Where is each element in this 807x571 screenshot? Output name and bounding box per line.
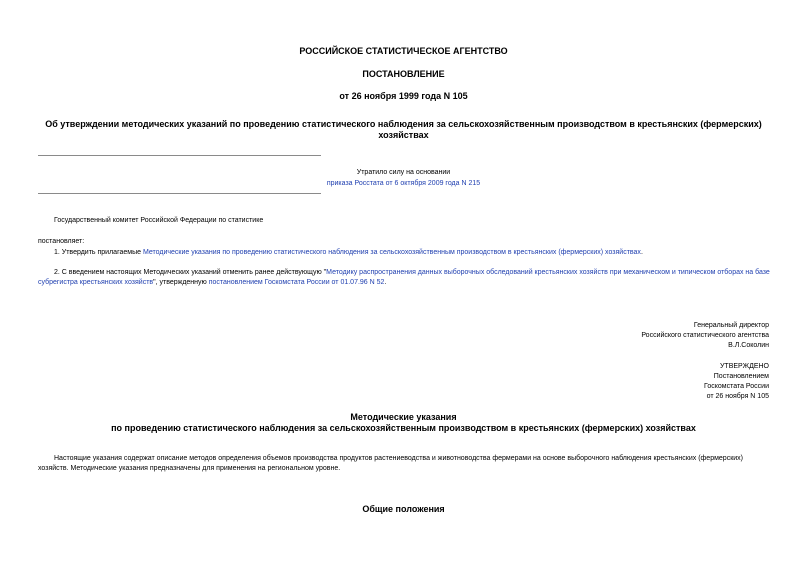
approved-date: от 26 ноября N 105 — [706, 393, 769, 400]
item-1-prefix: 1. Утвердить прилагаемые — [54, 249, 143, 256]
signature-name: В.Л.Соколин — [728, 342, 769, 349]
approved-label: УТВЕРЖДЕНО — [719, 363, 769, 370]
status-link[interactable]: приказа Росстата от 6 октября 2009 года N 215 — [326, 180, 481, 187]
guidelines-title: Методические указания — [350, 412, 457, 422]
item-2-mid: ", утвержденную — [153, 279, 209, 286]
approved-by: Постановлением — [713, 373, 769, 380]
divider-top — [38, 155, 321, 156]
document-type: ПОСТАНОВЛЕНИЕ — [362, 69, 445, 79]
resolves-text: постановляет: — [38, 238, 85, 245]
issuer-text: Государственный комитет Российской Федерации по статистике — [54, 217, 264, 224]
guidelines-intro: Настоящие указания содержат описание методов определения объемов производства продуктов растениеводства и животноводства фермерами на основе выборочного наблюдения крестьянских (фермерских) хозяйств. Методические указания предназначены для применения на региональном уровне. — [38, 455, 743, 472]
item-2-link-methodology[interactable]: Методику распространения данных выборочных обследований крестьянских хозяйств при механическом и типическом отборах на базе субрегистра крестьянских хозяйств — [38, 269, 770, 286]
item-2-suffix: . — [384, 279, 387, 286]
item-1 — [54, 248, 774, 258]
signature-organization: Российского статистического агентства — [641, 332, 769, 339]
item-2 — [38, 268, 772, 288]
document-title: Об утверждении методических указаний по проведению статистического наблюдения за сельскохозяйственным производством в крестьянских (фермерских) хозяйствах — [45, 119, 762, 140]
item-2-prefix: 2. С введением настоящих Методических указаний отменить ранее действующую " — [54, 269, 327, 276]
document-date: от 26 ноября 1999 года N 105 — [339, 91, 468, 101]
guidelines-subtitle: по проведению статистического наблюдения за сельскохозяйственным производством в крестьянских (фермерских) хозяйствах — [111, 423, 696, 433]
item-1-suffix: . — [640, 249, 643, 256]
agency-name: РОССИЙСКОЕ СТАТИСТИЧЕСКОЕ АГЕНТСТВО — [299, 46, 508, 56]
status-line: Утратило силу на основании — [356, 169, 451, 176]
divider-bottom — [38, 193, 321, 194]
approved-authority: Госкомстата России — [704, 383, 769, 390]
item-2-link-resolution[interactable]: постановлением Госкомстата России от 01.07.96 N 52 — [208, 279, 385, 286]
item-1-link[interactable]: Методические указания по проведению статистического наблюдения за сельскохозяйственным производством в крестьянских (фермерских) хозяйствах — [142, 249, 641, 256]
signature-position: Генеральный директор — [693, 322, 769, 329]
section-heading: Общие положения — [362, 504, 445, 514]
